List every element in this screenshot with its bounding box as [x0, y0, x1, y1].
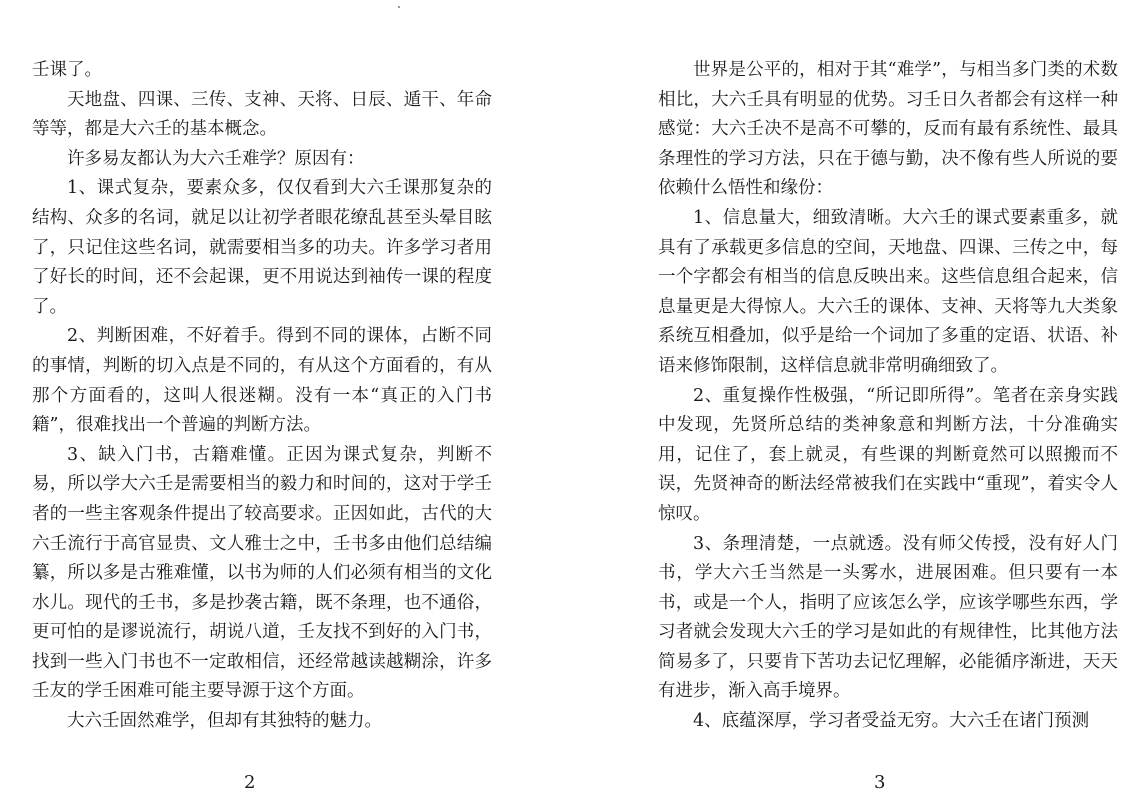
paragraph: 世界是公平的，相对于其“难学”，与相当多门类的术数相比，大六壬具有明显的优势。习壬日久者都会有这样一种感觉：大六壬决不是高不可攀的，反而有最有系统性、最具条理性的学习方法，只在于德与勤，决不像有些人所说的要依赖什么悟性和缘份： — [658, 60, 1118, 199]
paragraph: 许多易友都认为大六壬难学？原因有： — [67, 148, 365, 169]
page-number-left: 2 — [244, 772, 256, 793]
paragraph: 4、底蕴深厚，学习者受益无穷。大六壬在诸门预测 — [693, 711, 1090, 732]
paragraph: 3、条理清楚，一点就透。没有师父传授，没有好人门书，学大六壬当然是一头雾水，进展困难。但只要有一本书，或是一个人，指明了应该怎么学，应该学哪些东西，学习者就会发现大六壬的学习是如此的有规律性，比其他方法简易多了，只要肯下苦功去记忆理解，必能循序渐进，天天有进步，渐入高手境界。 — [658, 533, 1118, 702]
paragraph: 2、重复操作性极强，“所记即所得”。笔者在亲身实践中发现，先贤所总结的类神象意和判断方法，十分准确实用，记住了，套上就灵，有些课的判断竟然可以照搬而不误，先贤神奇的断法经常被我们在实践中“重现”，着实令人惊叹。 — [658, 385, 1118, 524]
page-number-right: 3 — [874, 772, 886, 793]
paragraph: 大六壬固然难学，但却有其独特的魅力。 — [67, 711, 382, 732]
paragraph: 1、信息量大，细致清晰。大六壬的课式要素重多，就具有了承载更多信息的空间，天地盘、四课、三传之中，每一个字都会有相当的信息反映出来。这些信息组合起来，信息量更是大得惊人。大六壬的课体、支神、天将等九大类象系统互相叠加，似乎是给一个词加了多重的定语、状语、补语来修饰限制，这样信息就非常明确细致了。 — [658, 207, 1118, 376]
paragraph: 壬课了。 — [32, 60, 102, 80]
paragraph: 3、缺入门书，古籍难懂。正因为课式复杂，判断不易，所以学大六壬是需要相当的毅力和时间的，这对于学壬者的一些主客观条件提出了较高要求。正因如此，古代的大六壬流行于高官显贵、文人雅士之中，壬书多由他们总结编纂，所以多是古雅难懂，以书为师的人们必须有相当的文化水儿。现代的壬书，多是抄袭古籍，既不条理，也不通俗，更可怕的是谬说流行，胡说八道，壬友找不到好的入门书，找到一些入门书也不一定敢相信，还经常越读越糊涂，许多壬友的学壬困难可能主要导源于这个方面。 — [32, 444, 492, 702]
paragraph: 1、课式复杂，要素众多，仅仅看到大六壬课那复杂的结构、众多的名词，就足以让初学者眼花缭乱甚至头晕目眩了，只记住这些名词，就需要相当多的功夫。许多学习者用了好长的时间，还不会起课，更不用说达到袖传一课的程度了。 — [32, 178, 492, 317]
paragraph: 天地盘、四课、三传、支神、天将、日辰、遁干、年命等等，都是大六壬的基本概念。 — [32, 89, 492, 140]
left-page — [32, 56, 492, 732]
paragraph: 2、判断困难，不好着手。得到不同的课体，占断不同的事情，判断的切入点是不同的，有从这个方面看的，有从那个方面看的，这叫人很迷糊。没有一本“真正的入门书籍”，很难找出一个普遍的判断方法。 — [32, 326, 492, 436]
scan-speck — [398, 6, 400, 8]
right-page — [658, 56, 1118, 732]
